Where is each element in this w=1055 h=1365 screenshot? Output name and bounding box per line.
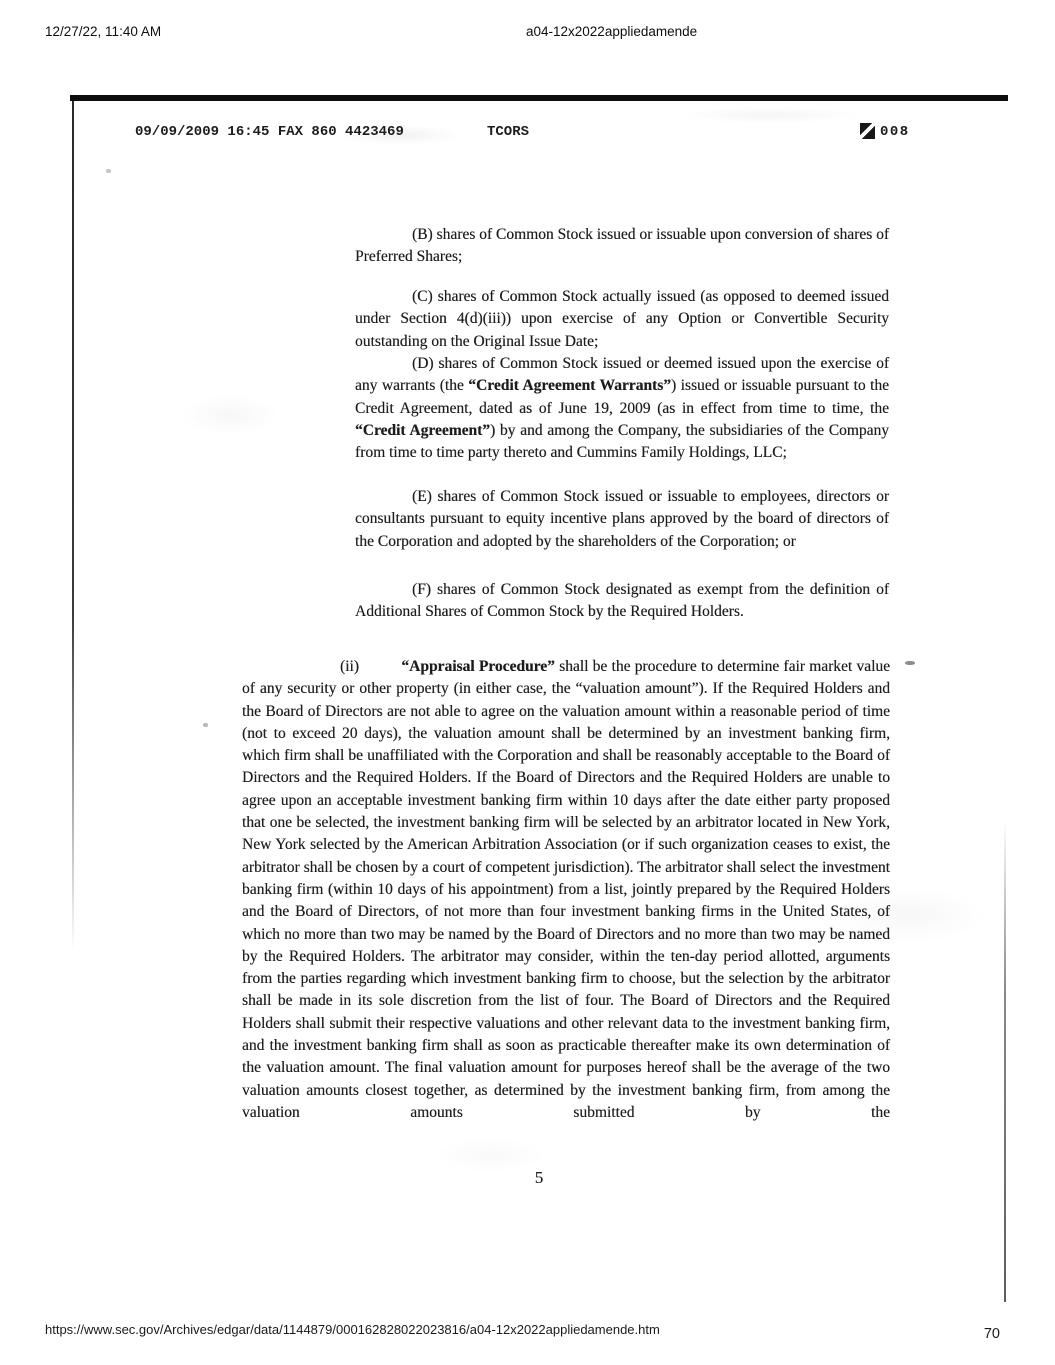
paragraph-clause-b: (B) shares of Common Stock issued or issuable upon conversion of shares of Preferred Shares; [355,226,889,266]
fax-header [70,124,1008,142]
scan-top-edge-line [70,95,1008,101]
fax-document-scan [70,95,1008,1305]
scan-artifact [106,169,111,173]
footer-source-url: https://www.sec.gov/Archives/edgar/data/1144879/000162828022023816/a04-12x2022appliedamende.htm [45,1322,660,1337]
paragraph-clause-c: (C) shares of Common Stock actually issued (as opposed to deemed issued under Section 4(d)(iii)) upon exercise of any Option or Convertible Security outstanding on the Original Issue Date; [355,288,889,350]
fax-page-counter: 008 [880,124,910,140]
fax-sender-id: TCORS [487,124,530,140]
print-header-datetime: 12/27/22, 11:40 AM [45,24,162,39]
scan-artifact [905,661,915,665]
scan-artifact [203,723,208,727]
scan-right-edge-line [1004,820,1006,1302]
fax-timestamp: 09/09/2009 16:45 FAX 860 4423469 [135,124,404,140]
footer-page-number: 70 [983,1326,1000,1342]
scan-left-edge-line [72,101,74,951]
fax-page-received-icon [860,123,875,139]
document-page-number: 5 [534,1168,544,1187]
paragraph-clause-f: (F) shares of Common Stock designated as exempt from the definition of Additional Shares of Common Stock by the Required Holders. [355,581,889,621]
paragraph-clause-e: (E) shares of Common Stock issued or issuable to employees, directors or consultants pursuant to equity incentive plans approved by the board of directors of the Corporation and adopted by the shareholders of the Corporation; or [355,488,889,550]
paragraph-appraisal-procedure: (ii) “Appraisal Procedure” shall be the procedure to determine fair market value of any security or other property (in either case, the “valuation amount”). If the Required Holders and the Board of Directors are not able to agree on the valuation amount within a reasonable period of time (not to exceed 20 days), the valuation amount shall be determined by an investment banking firm, which firm shall be unaffiliated with the Corporation and shall be reasonably acceptable to the Board of Directors and the Required Holders. If the Board of Directors and the Required Holders are unable to agree upon an acceptable investment banking firm within 10 days after the date either party proposed that one be selected, the investment banking firm will be selected by an arbitrator located in New York, New York selected by the American Arbitration Association (or if such organization ceases to exist, the arbitrator shall be chosen by a court of competent jurisdiction). The arbitrator shall select the investment banking firm (within 10 days of his appointment) from a list, jointly prepared by the Required Holders and the Board of Directors, of not more than four investment banking firms in the United States, of which no more than two may be named by the Board of Directors and no more than two may be named by the Required Holders. The arbitrator may consider, within the ten-day period allotted, arguments from the parties regarding which investment banking firm to choose, but the selection by the arbitrator shall be made in its sole discretion from the list of four. The Board of Directors and the Required Holders shall submit their respective valuations and other relevant data to the investment banking firm, and the investment banking firm shall as soon as practicable thereafter make its own determination of the valuation amount. The final valuation amount for purposes hereof shall be the average of the two valuation amounts closest together, as determined by the investment banking firm, from among the valuation amounts submitted by the [242,658,890,1121]
print-header-doc-title: a04-12x2022appliedamende [526,24,698,39]
paragraph-clause-d: (D) shares of Common Stock issued or deemed issued upon the exercise of any warrants (the “Credit Agreement Warrants”) issued or issuable pursuant to the Credit Agreement, dated as of June 19, 2009 (as in effect from time to time, the “Credit Agreement”) by and among the Company, the subsidiaries of the Company from time to time party thereto and Cummins Family Holdings, LLC; [355,355,889,462]
